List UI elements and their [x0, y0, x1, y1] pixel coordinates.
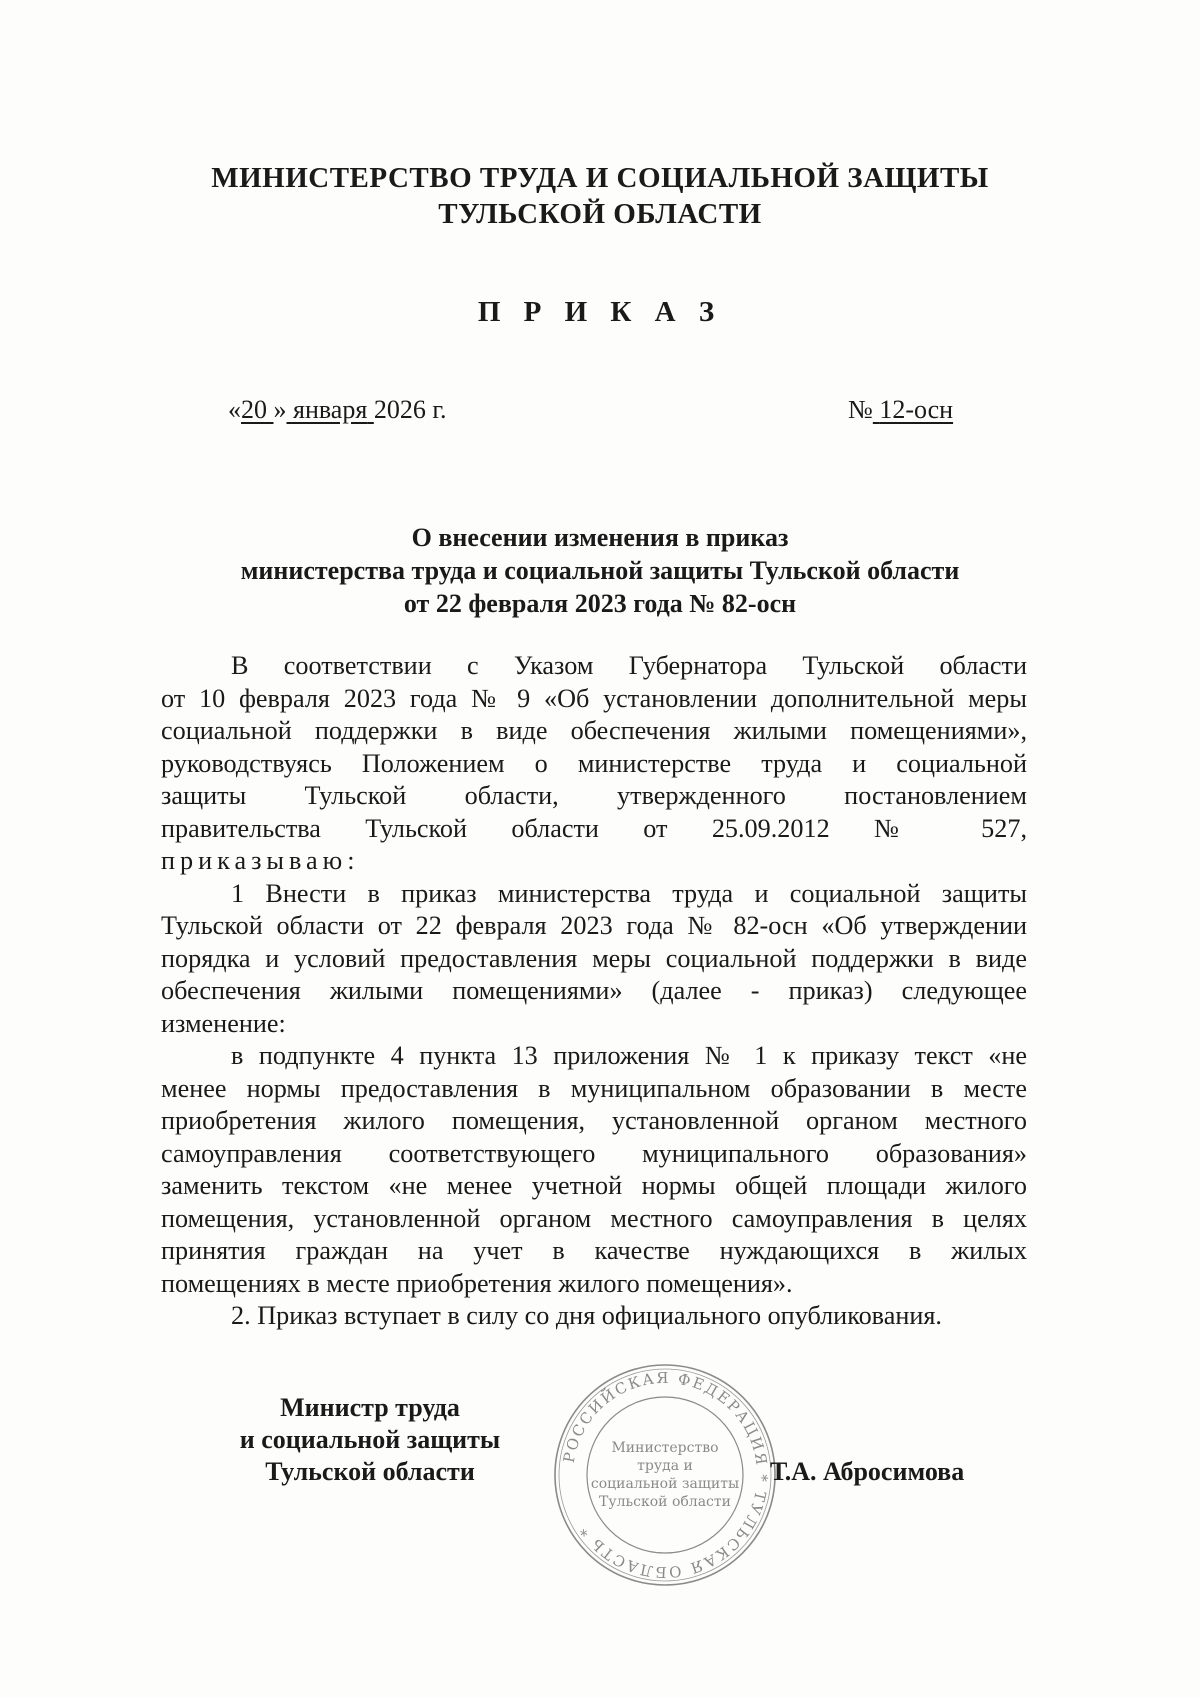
order-number [848, 395, 953, 425]
date-open-quote: « [228, 395, 241, 424]
ministry-name-line2: ТУЛЬСКОЙ ОБЛАСТИ [438, 198, 762, 230]
body-line: 2. Приказ вступает в силу со дня официального опубликования. [231, 1301, 942, 1330]
body-line: заменить текстом «не менее учетной нормы общей площади жилого [161, 1171, 1027, 1200]
date-close-quote: » [273, 395, 287, 424]
body-line: самоуправления соответствующего муниципального образования» [161, 1138, 1027, 1168]
position-line1: Министр труда [280, 1393, 460, 1422]
position-line3: Тульской области [265, 1457, 475, 1486]
body-line: обеспечения жилыми помещениями» (далее - приказ) следующее [161, 976, 1027, 1005]
body-line: руководствуясь Положением о министерстве труда и социальной [161, 748, 1027, 778]
body-line: в подпункте 4 пункта 13 приложения № 1 к приказу текст «не [231, 1041, 1027, 1070]
document-title-line3: от 22 февраля 2023 года № 82-осн [403, 589, 797, 618]
signatory-name: Т.А. Абросимова [770, 1457, 965, 1486]
seal-inner-line1: Министерство [611, 1440, 719, 1456]
seal-inner-line2: труда и [637, 1458, 693, 1474]
seal-inner-ring [587, 1397, 743, 1553]
body-line: порядка и условий предоставления меры социальной поддержки в виде [161, 943, 1027, 973]
body-line: правительства Тульской области от 25.09.2012 № 527, [161, 813, 1027, 843]
body-line: помещениях в месте приобретения жилого помещения». [161, 1268, 793, 1298]
number-prefix: № [848, 395, 873, 424]
seal-inner-line3: социальной защиты [590, 1476, 740, 1492]
body-line: принятия граждан на учет в качестве нуждающихся в жилых [161, 1236, 1027, 1265]
body-line: приобретения жилого помещения, установленной органом местного [161, 1106, 1027, 1135]
position-line2: и социальной защиты [239, 1425, 501, 1454]
signatory-position [220, 1392, 520, 1488]
body-line: социальной поддержки в виде обеспечения жилыми помещениями», [161, 716, 1027, 745]
official-seal [550, 1360, 780, 1590]
body-line: изменение: [161, 1008, 286, 1038]
body-line: приказываю: [161, 846, 360, 875]
body-line: от 10 февраля 2023 года № 9 «Об установлении дополнительной меры [161, 683, 1027, 713]
date-month: января [293, 395, 368, 424]
document-title-line2: министерства труда и социальной защиты Тульской области [240, 556, 960, 585]
body-line: В соответствии с Указом Губернатора Тульской области [231, 651, 1027, 680]
document-body [161, 650, 1027, 1333]
number-value: 12-осн [879, 395, 954, 424]
body-line: менее нормы предоставления в муниципальном образовании в месте [161, 1073, 1027, 1103]
body-line: 1 Внести в приказ министерства труда и социальной защиты [231, 878, 1027, 908]
date-day: 20 [241, 395, 267, 424]
document-title-line1: О внесении изменения в приказ [411, 523, 789, 552]
document-type: П Р И К А З [477, 296, 723, 328]
seal-inner-line4: Тульской области [599, 1494, 731, 1510]
body-line: Тульской области от 22 февраля 2023 года № 82-осн «Об утверждении [161, 911, 1027, 940]
ministry-name-line1: МИНИСТЕРСТВО ТРУДА И СОЦИАЛЬНОЙ ЗАЩИТЫ [211, 162, 989, 194]
seal-outer-text: РОССИЙСКАЯ ФЕДЕРАЦИЯ * ТУЛЬСКАЯ ОБЛАСТЬ * [559, 1368, 772, 1582]
body-line: помещения, установленной органом местного самоуправления в целях [161, 1203, 1027, 1233]
date-year: 2026 г. [373, 395, 447, 424]
seal-outer-ring [555, 1365, 775, 1585]
order-date [228, 395, 447, 425]
body-line: защиты Тульской области, утвержденного постановлением [161, 781, 1027, 810]
